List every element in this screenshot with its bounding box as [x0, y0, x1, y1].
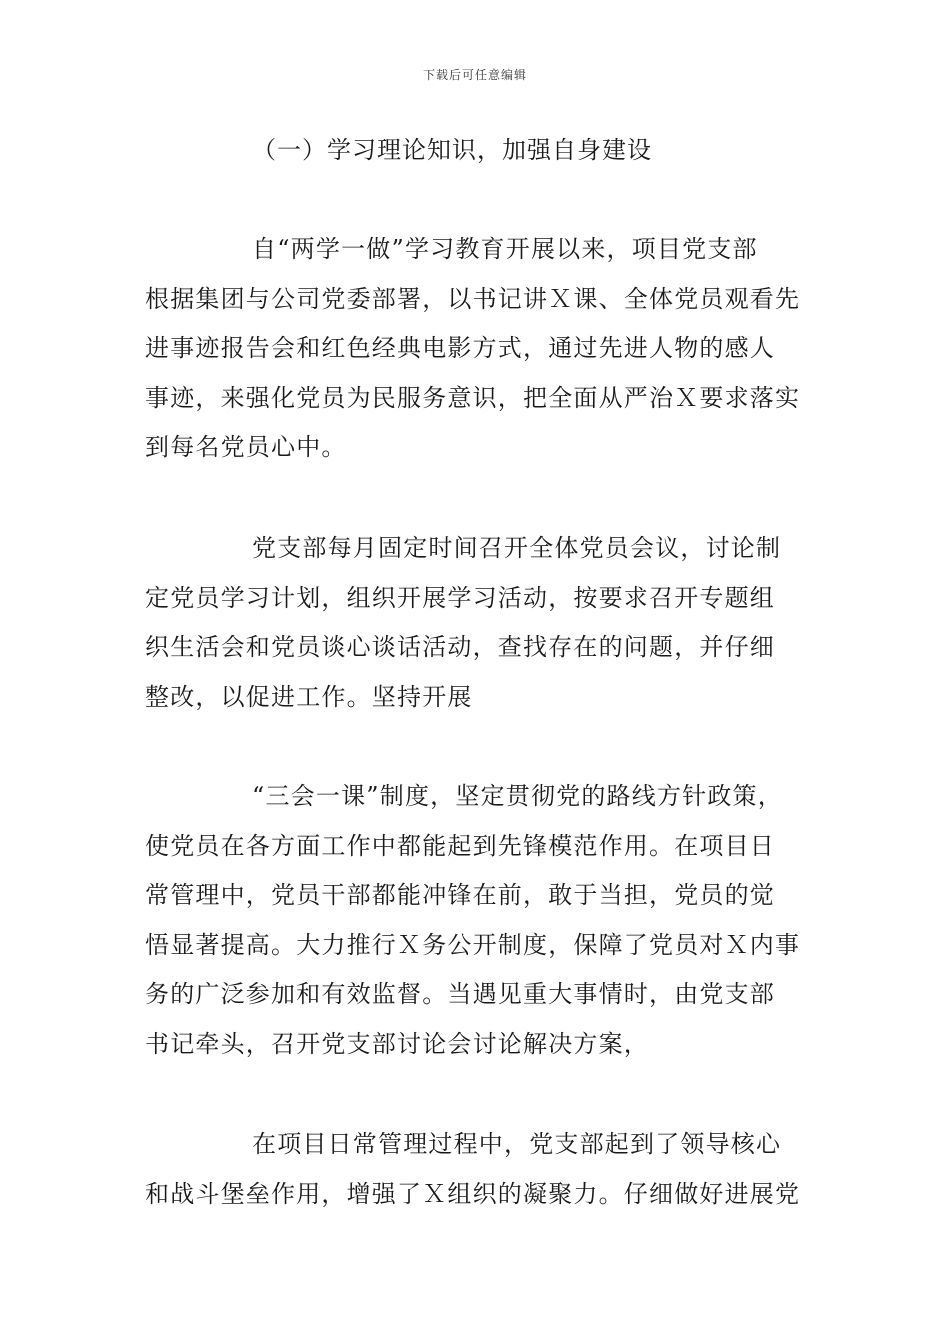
paragraph-line: 务的广泛参加和有效监督。当遇见重大事情时，由党支部	[145, 980, 775, 1008]
paragraph-line: 根据集团与公司党委部署，以书记讲Ｘ课、全体党员观看先	[145, 284, 801, 313]
section-heading: （一）学习理论知识，加强自身建设	[252, 136, 652, 164]
paragraph-line: “三会一课”制度，坚定贯彻党的路线方针政策，	[252, 782, 783, 810]
paragraph	[145, 1120, 815, 1219]
paragraph-line: 常管理中，党员干部都能冲锋在前，敢于当担，党员的觉	[145, 881, 775, 909]
paragraph-line: 整改，以促进工作。坚持开展	[145, 682, 473, 711]
header-note: 下载后可任意编辑	[422, 68, 527, 82]
paragraph-line: 织生活会和党员谈心谈话活动，查找存在的问题，并仔细	[145, 633, 775, 661]
paragraph	[145, 225, 815, 473]
paragraph-line: 到每名党员心中。	[145, 433, 347, 461]
paragraph-line: 书记牵头，召开党支部讨论会讨论解决方案，	[145, 1029, 649, 1058]
paragraph-line: 进事迹报告会和红色经典电影方式，通过先进人物的感人	[145, 334, 775, 362]
paragraph	[145, 772, 815, 1069]
paragraph-line: 使党员在各方面工作中都能起到先锋模范作用。在项目日	[145, 831, 775, 860]
paragraph-line: 自“两学一做”学习教育开展以来，项目党支部	[252, 235, 758, 263]
paragraph-line: 事迹，来强化党员为民服务意识，把全面从严治Ｘ要求落实	[145, 383, 801, 412]
paragraph-line: 党支部每月固定时间召开全体党员会议，讨论制	[252, 534, 782, 562]
paragraph-line: 悟显著提高。大力推行Ｘ务公开制度，保障了党员对Ｘ内事	[145, 930, 801, 959]
paragraph-line: 定党员学习计划，组织开展学习活动，按要求召开专题组	[145, 583, 775, 612]
paragraph-line: 在项目日常管理过程中，党支部起到了领导核心	[252, 1130, 782, 1158]
paragraph	[145, 524, 815, 722]
paragraph-line: 和战斗堡垒作用，增强了Ｘ组织的凝聚力。仔细做好进展党	[145, 1179, 801, 1208]
